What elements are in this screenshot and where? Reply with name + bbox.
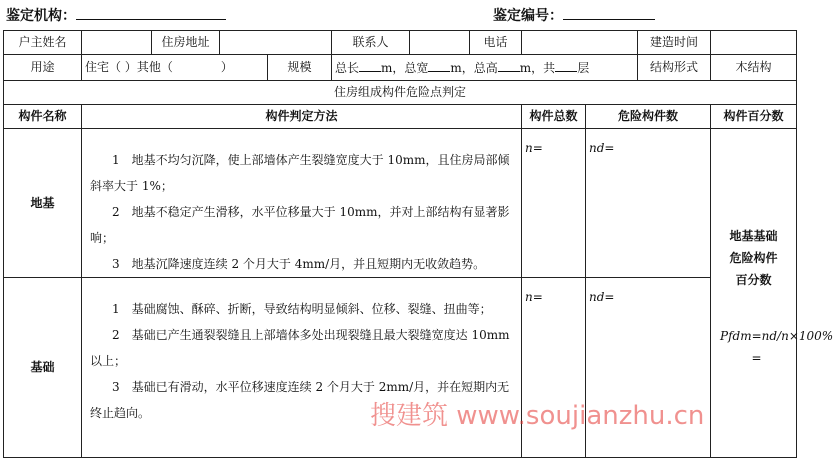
method-item: 1 基础腐蚀、酥碎、折断，导致结构明显倾斜、位移、裂缝、扭曲等； <box>112 302 492 316</box>
col-dangerous-header: 危险构件数 <box>586 105 711 129</box>
percent-formula: Pfdm=nd/n×100% = <box>720 329 833 365</box>
col-name-header: 构件名称 <box>4 105 82 129</box>
assessment-table <box>3 30 833 458</box>
col-percent-header: 构件百分数 <box>711 105 797 129</box>
table-row <box>4 129 797 278</box>
phone-value <box>522 31 638 55</box>
scale-value: 总长 m，总宽 m，总高 m，共 层 <box>332 55 638 81</box>
build-time-value <box>711 31 797 55</box>
section-title-row <box>4 81 797 105</box>
component-name: 基础 <box>4 278 82 458</box>
percent-label: 地基基础危险构件百分数 <box>729 229 778 287</box>
percent-cell <box>711 129 833 458</box>
contact-value <box>410 31 470 55</box>
structure-label: 结构形式 <box>638 55 711 81</box>
total-count: n= <box>522 129 586 278</box>
info-row-2 <box>4 55 797 81</box>
code-header <box>493 5 655 25</box>
method-item: 2 基础已产生通裂裂缝且上部墙体多处出现裂缝且最大裂缝宽度达 10mm 以上； <box>90 328 510 368</box>
structure-value: 木结构 <box>711 55 797 81</box>
component-name: 地基 <box>4 129 82 278</box>
usage-options: 住宅（ ）其他（ ） <box>82 55 268 81</box>
address-label: 住房地址 <box>152 31 220 55</box>
code-label: 鉴定编号： <box>493 8 563 24</box>
dangerous-count: nd= <box>586 129 711 278</box>
build-time-label: 建造时间 <box>638 31 711 55</box>
phone-label: 电话 <box>470 31 522 55</box>
code-blank <box>563 6 655 20</box>
total-count: n= <box>522 278 586 458</box>
scale-label: 规模 <box>268 55 332 81</box>
institution-header <box>6 5 226 25</box>
method-item: 3 地基沉降速度连续 2 个月大于 4mm/月，并且短期内无收敛趋势。 <box>112 257 486 271</box>
method-item: 2 地基不稳定产生滑移，水平位移量大于 10mm，并对上部结构有显著影响； <box>90 205 510 245</box>
col-total-header: 构件总数 <box>522 105 586 129</box>
dangerous-count: nd= <box>586 278 711 458</box>
address-value <box>220 31 332 55</box>
method-item: 1 地基不均匀沉降，使上部墙体产生裂缝宽度大于 10mm，且住房局部倾斜率大于 1%； <box>90 153 510 193</box>
institution-blank <box>76 6 226 20</box>
method-cell <box>82 129 522 278</box>
section-title: 住房组成构件危险点判定 <box>4 81 797 105</box>
column-header-row <box>4 105 797 129</box>
usage-label: 用途 <box>4 55 82 81</box>
contact-label: 联系人 <box>332 31 410 55</box>
owner-label: 户主姓名 <box>4 31 82 55</box>
method-item: 3 基础已有滑动，水平位移速度连续 2 个月大于 2mm/月，并在短期内无终止趋向。 <box>90 380 510 420</box>
watermark: 搜建筑 www.soujianzhu.cn <box>370 401 705 431</box>
institution-label: 鉴定机构： <box>6 8 76 24</box>
owner-value <box>82 31 152 55</box>
info-row-1 <box>4 31 797 55</box>
col-method-header: 构件判定方法 <box>82 105 522 129</box>
